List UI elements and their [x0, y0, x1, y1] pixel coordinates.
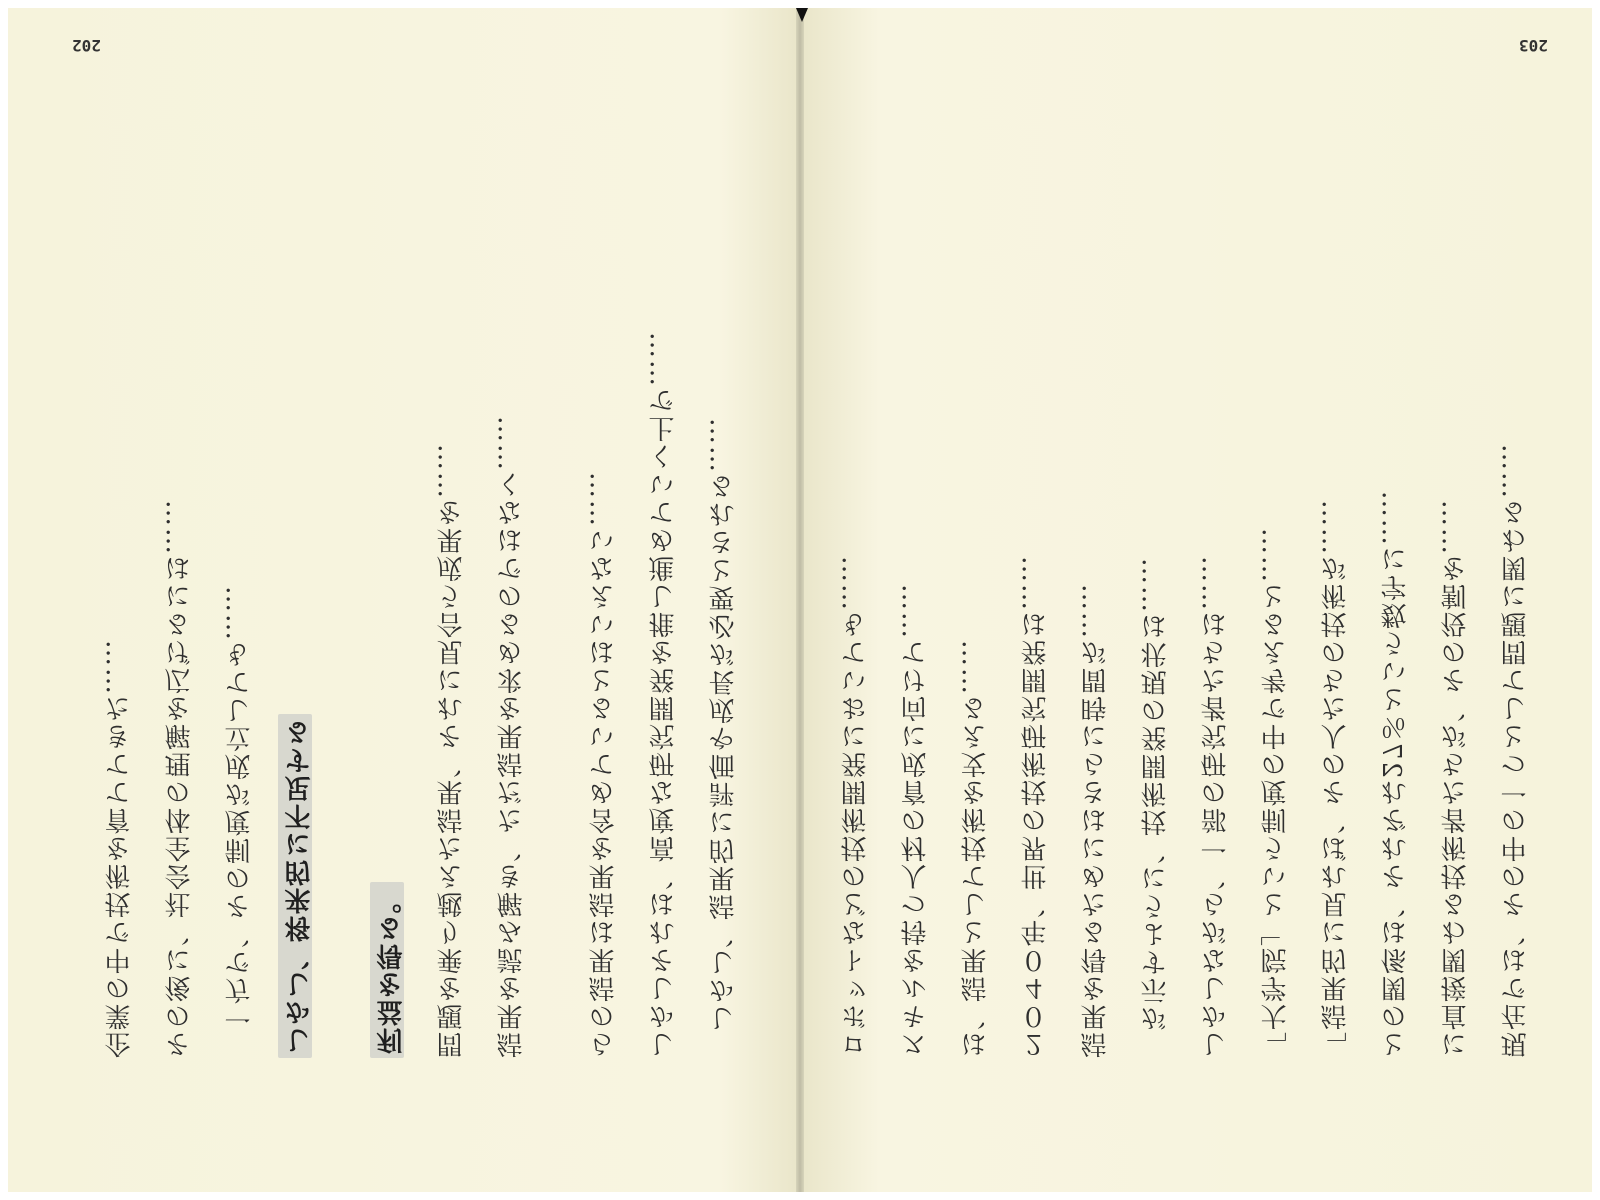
section-heading: しかし、将来的に不足する	[278, 714, 312, 1058]
text-column: 結果を得るためにはさらに時間が……	[1076, 582, 1106, 1058]
left-page	[8, 8, 800, 1192]
text-column: 企業の中で技術を育ててきた……	[100, 638, 130, 1058]
highlighted-text-column	[368, 158, 406, 1058]
right-text-block	[836, 158, 1530, 1058]
text-column: しかし、結果的に評価や成長が必要とされる……	[704, 416, 734, 1032]
text-column: 一方で、その制度が成立しても……	[220, 584, 250, 1032]
page-number-left: 202	[72, 36, 101, 55]
left-text-block	[100, 158, 738, 1058]
book-gutter	[796, 8, 804, 1192]
book-spread	[8, 8, 1592, 1192]
text-column: との関係は、それぞれ27％という数字に……	[1376, 488, 1406, 1058]
text-column: その後に、社会全体の理解を広げるには……	[160, 498, 190, 1058]
page-number-right: 203	[1519, 36, 1548, 55]
text-column: スキルを持つ人材の育成に向けて……	[896, 582, 926, 1058]
heading-column	[276, 158, 314, 1058]
text-column: 問題を乗り越えた結果、それに見合う成果を……	[432, 442, 462, 1058]
text-column: らの結果は結果を含めているとはいえない……	[584, 470, 614, 1058]
text-column: しかしそれは、高度な研究開発を推し進めていく上で……	[644, 330, 674, 1058]
text-column: 現在では、その中の一つとして問題に関わる……	[1496, 442, 1526, 1058]
text-column: 結果を読み解き、ただ結果を求めるのではなく……	[492, 414, 522, 1058]
text-column: 「大学院」という制度の中で考えると……	[1256, 526, 1286, 1058]
text-column: 「結果的に見れば、その人たちの技術が……	[1316, 498, 1346, 1058]
highlighted-phrase: 利益を得る。	[370, 882, 404, 1058]
text-column: しかしながら、一部の研究者たちは……	[1196, 554, 1226, 1058]
right-page	[800, 8, 1592, 1192]
text-column: は、結果として技術を支える……	[956, 638, 986, 1058]
text-column: に直接関わる技術者たちが、その役割を……	[1436, 498, 1466, 1058]
bookmark-ribbon	[796, 8, 808, 22]
text-column: ロボットなどの技術開発においても……	[836, 554, 866, 1058]
text-column: が示すように、技術開発の現状は……	[1136, 556, 1166, 1032]
text-column: ２０４０年、世界の技術研究開発は……	[1016, 554, 1046, 1058]
